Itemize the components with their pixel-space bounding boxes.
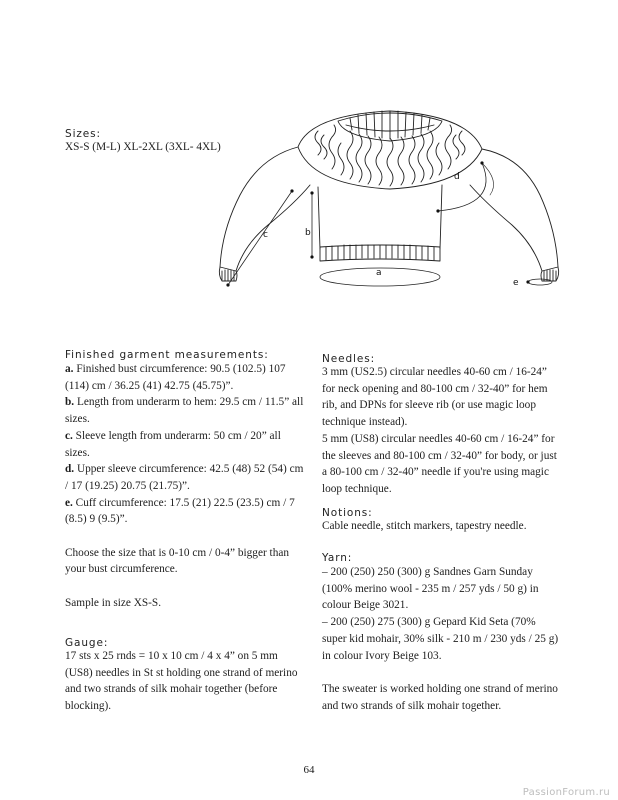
yarn-block: [322, 564, 562, 714]
measure-d: [438, 163, 486, 211]
gauge-heading: Gauge:: [65, 637, 109, 649]
right-sleeve: [470, 149, 558, 271]
body-left-side: [318, 187, 320, 249]
measurement-b-key: b.: [65, 396, 75, 409]
yarn-note: The sweater is worked holding one strand of merino and two strands of silk mohair together.: [322, 682, 558, 712]
label-c: c: [263, 230, 268, 240]
measurements-heading: Finished garment measurements:: [65, 349, 269, 361]
gauge-text: 17 sts x 25 rnds = 10 x 10 cm / 4 x 4” on 5 mm (US8) needles in St st holding one strand of merino and two strands of silk mohair together (before blocking).: [65, 650, 298, 713]
sweater-drawing: [200, 85, 570, 300]
measurement-c-key: c.: [65, 429, 73, 442]
measurement-a-text: Finished bust circumference: 90.5 (102.5) 107 (114) cm / 36.25 (41) 42.75 (45.75)”.: [65, 363, 286, 392]
left-sleeve: [220, 147, 310, 271]
sizes-values: XS-S (M-L) XL-2XL (3XL- 4XL): [65, 141, 221, 153]
label-e: e: [513, 278, 519, 288]
measurement-b: [65, 394, 305, 427]
measure-c: [228, 191, 292, 285]
measurement-e-key: e.: [65, 496, 73, 509]
sample-size-text: Sample in size XS-S.: [65, 596, 162, 609]
needles-block: [322, 364, 562, 498]
measurement-d-key: d.: [65, 463, 75, 476]
watermark: PassionForum.ru: [522, 787, 610, 798]
notions-heading: Notions:: [322, 507, 373, 519]
label-b: b: [305, 228, 311, 238]
measurement-e: [65, 495, 305, 528]
label-d: d: [454, 172, 460, 182]
measurement-e-text: Cuff circumference: 17.5 (21) 22.5 (23.5) cm / 7 (8.5) 9 (9.5)”.: [65, 496, 295, 526]
measurement-d: [65, 461, 305, 494]
page-number: 64: [303, 764, 315, 776]
measurement-d-text: Upper sleeve circumference: 42.5 (48) 52 (54) cm / 17 (19.25) 20.75 (21.75)”.: [65, 463, 304, 492]
sweater-schematic: [200, 85, 570, 300]
notions-text: Cable needle, stitch markers, tapestry needle.: [322, 520, 527, 532]
yarn-heading: Yarn:: [322, 552, 353, 564]
needles-heading: Needles:: [322, 353, 376, 365]
sizes-heading: Sizes:: [65, 128, 101, 140]
label-a: a: [376, 268, 382, 278]
measurement-a-key: a.: [65, 363, 74, 375]
yarn-line-1: – 200 (250) 250 (300) g Sandnes Garn Sunday (100% merino wool - 235 m / 257 yds / 50 g) in colour Beige 3021.: [322, 566, 539, 612]
cuff-circumference: [528, 279, 552, 285]
body-right-side: [440, 185, 442, 249]
measurement-c: [65, 428, 305, 461]
choose-size-text: Choose the size that is 0-10 cm / 0-4” bigger than your bust circumference.: [65, 546, 290, 576]
measurement-a: [65, 361, 305, 394]
yarn-line-2: – 200 (250) 275 (300) g Gepard Kid Seta (70% super kid mohair, 30% silk - 210 m / 230 yds / 25 g) in colour Ivory Beige 103.: [322, 616, 559, 662]
measurements-list: [65, 361, 305, 612]
needles-text-2: 5 mm (US8) circular needles 40-60 cm / 16-24” for the sleeves and 80-100 cm / 32-40” for body, or just a 80-100 cm / 32-40” needle if you're using magic loop technique.: [322, 432, 557, 495]
measurement-c-text: Sleeve length from underarm: 50 cm / 20” all sizes.: [65, 429, 281, 459]
measurement-b-text: Length from underarm to hem: 29.5 cm / 11.5” all sizes.: [65, 396, 304, 426]
needles-text-1: 3 mm (US2.5) circular needles 40-60 cm / 16-24” for neck opening and 80-100 cm / 32-40” for hem rib, and DPNs for sleeve rib (or use magic loop technique instead).: [322, 366, 548, 429]
